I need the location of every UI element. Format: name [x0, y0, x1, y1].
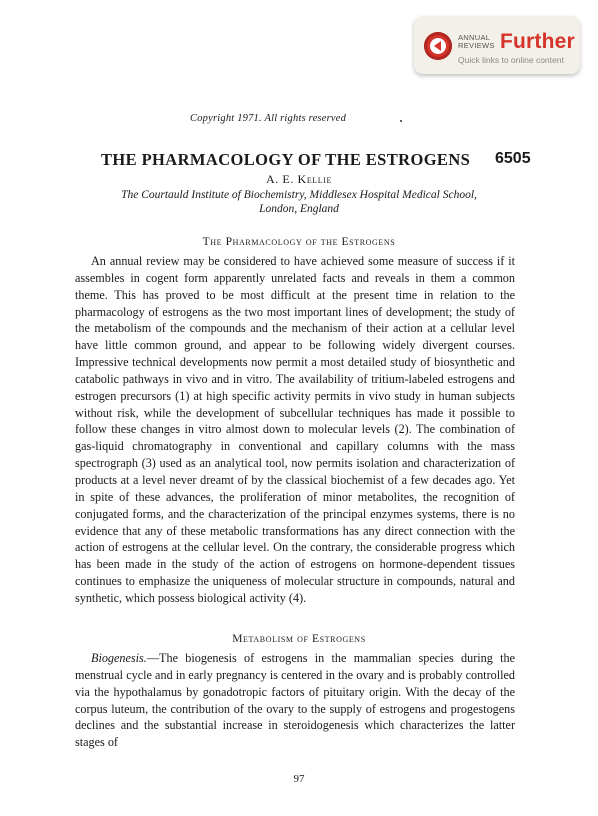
page-number: 97 — [293, 773, 305, 785]
copyright-notice: Copyright 1971. All rights reserved — [190, 113, 347, 124]
badge-subtitle: Quick links to online content — [458, 55, 564, 65]
article-title: THE PHARMACOLOGY OF THE ESTROGENS — [101, 150, 471, 169]
section-heading-metabolism: Metabolism of Estrogens — [232, 633, 366, 645]
paragraph-biogenesis — [75, 650, 515, 751]
affiliation-line-1: The Courtauld Institute of Biochemistry, Middlesex Hospital Medical School, — [121, 189, 477, 201]
badge-publisher-label: ANNUAL REVIEWS — [458, 33, 495, 50]
stray-mark — [400, 120, 402, 122]
author-affiliation — [0, 188, 598, 216]
paragraph-intro: An annual review may be considered to have achieved some measure of success if it assembles in cogent form apparently unrelated facts and reveals in them a common theme. This has proved to be most difficult at the present time in relation to the pharmacology of estrogens as the two most important lines of development; the study of the metabolism of the compounds and the mechanism of their action at a cellular level have little common ground, and appear to be following widely divergent courses. Impressive technical developments now permit a most detailed study of biosynthetic and catabolic pathways in vivo and in vitro. The availability of tritium-labeled estrogens and estrogen precursors (1) at high specific activity permits in vivo study in human subjects without risk, while the development of subcellular techniques has made it possible to follow these changes in vitro almost down to molecular levels (2). The combination of gas-liquid chromatography in conventional and capillary columns with the mass spectrograph (3) used as an analytical tool, now permits isolation and characterization of products at a level never dreamt of by the classical biochemist of a few decades ago. Yet in spite of these advances, the proliferation of minor metabolites, the recognition of conjugated forms, and the characterization of the principal enzymes systems, there is no evidence that any of these metabolic transformations has any direct connection with the action of estrogens at the cellular level. On the contrary, the considerable progress which has been made in the study of the action of estrogens on hormone-dependent tissues continues to emphasize the uniqueness of molecular structure in compounds, natural and synthetic, which possess biological activity (4). — [75, 254, 515, 605]
annual-reviews-further-badge[interactable] — [414, 16, 580, 74]
affiliation-line-2: London, England — [259, 203, 339, 215]
badge-brand: Further — [500, 30, 575, 53]
section-heading-pharmacology: The Pharmacology of the Estrogens — [202, 236, 396, 248]
article-code: 6505 — [495, 150, 531, 167]
author-name: A. E. Kellie — [265, 172, 333, 186]
biogenesis-run-in-heading: Biogenesis. — [91, 651, 147, 665]
play-icon — [424, 32, 452, 60]
biogenesis-text: —The biogenesis of estrogens in the mammalian species during the menstrual cycle and in early pregnancy is centered in the ovary and is probably controlled via the hypothalamus by gonadotropic factors of pituitary origin. With the decay of the corpus luteum, the contribution of the ovary to the supply of estrogens and progestogens declines and the substantial increase in steroidogenesis which characterizes the latter stages of — [75, 651, 515, 750]
